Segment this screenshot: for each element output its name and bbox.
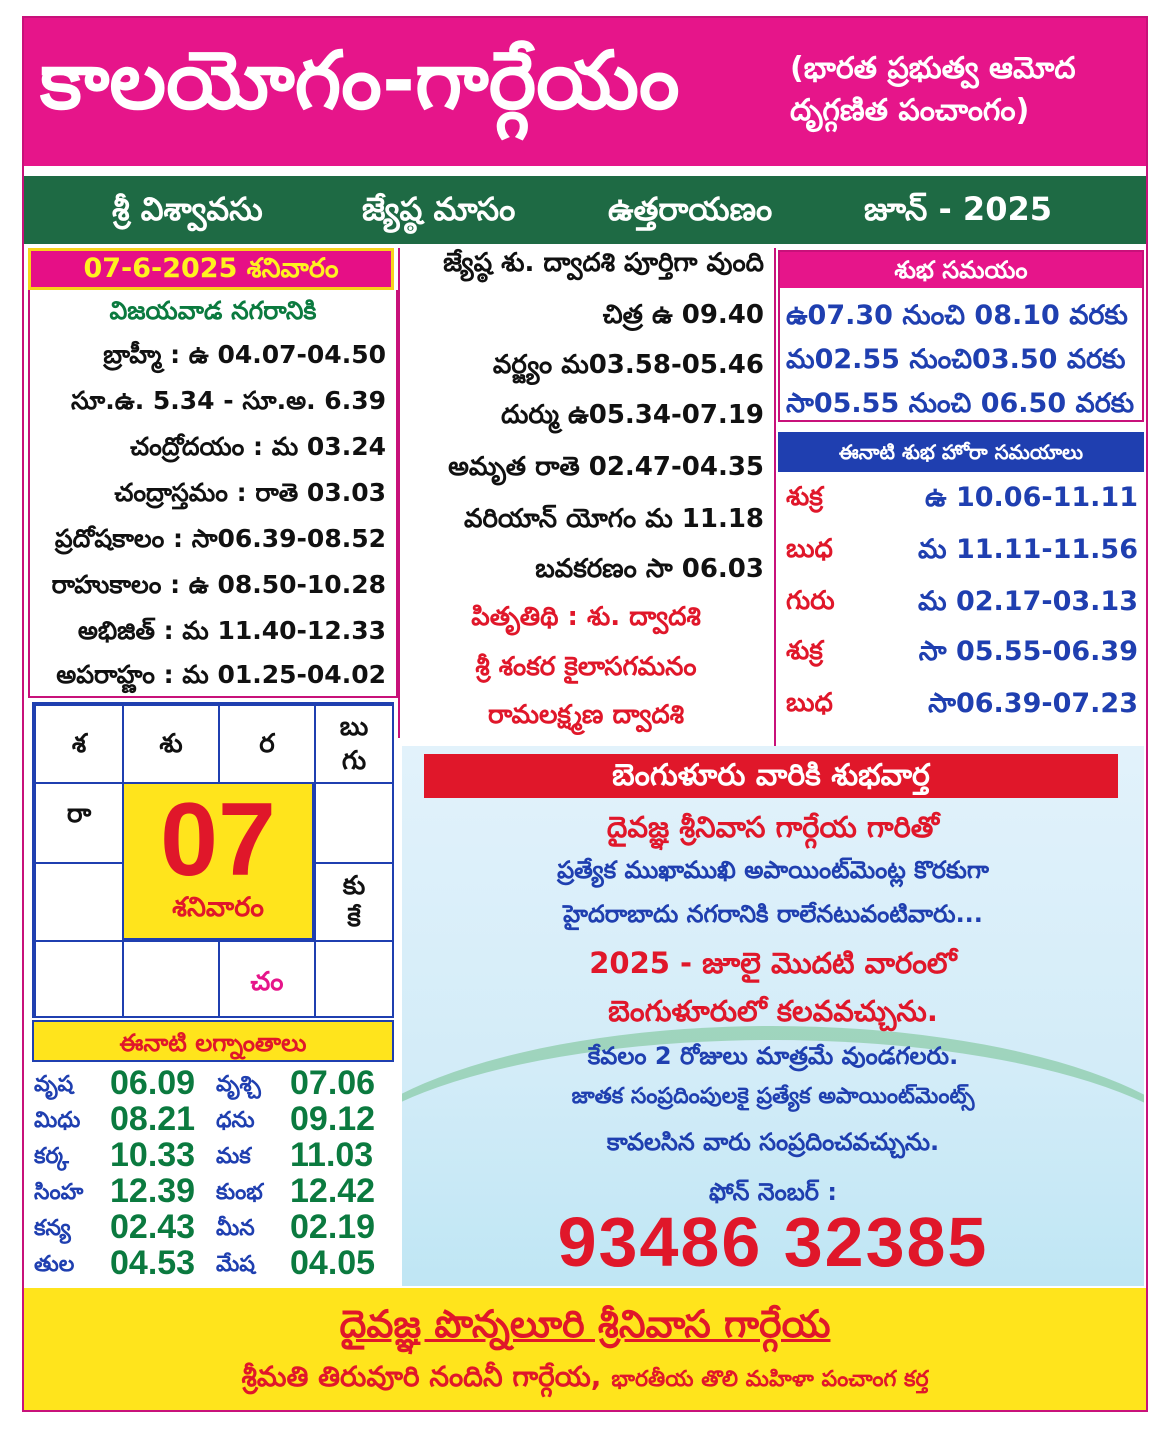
lagna-time: 12.39 [110, 1172, 196, 1210]
month-name: జ్యేష్ఠ మాసం [362, 190, 516, 228]
lagnam-table [32, 1062, 394, 1284]
co-author-name: శ్రీమతి తిరువూరి నందినీ గార్గేయ, [241, 1360, 602, 1393]
ad-line: బెంగుళూరులో కలవవచ్చును. [608, 994, 938, 1028]
rasi-cell [34, 940, 124, 1018]
lagna-name: కుంభ [216, 1180, 263, 1205]
ad-heading: బెంగుళూరు వారికి శుభవార్త [424, 754, 1118, 798]
rasi-cell: శు [122, 704, 220, 784]
lagna-time: 12.42 [290, 1172, 376, 1210]
hora-time: ఉ 10.06-11.11 [925, 482, 1138, 513]
ad-line: కేవలం 2 రోజులు మాత్రమే వుండగలరు. [587, 1042, 959, 1070]
lagna-name: కన్య [34, 1216, 71, 1241]
column-divider [774, 248, 776, 746]
timing-row: బ్రాహ్మీ : ఉ 04.07-04.50 [103, 340, 386, 369]
hora-name: గురు [786, 586, 835, 616]
date-label: 07-6-2025 శనివారం [28, 248, 394, 290]
ad-line: కావలసిన వారు సంప్రదించవచ్చును. [606, 1128, 940, 1156]
hora-time: సా06.39-07.23 [928, 688, 1138, 719]
co-author [24, 1360, 1146, 1400]
hora-name: బుధ [786, 688, 833, 718]
lagna-time: 09.12 [290, 1100, 376, 1138]
hora-name: శుక్ర [786, 636, 823, 666]
lagna-name: వృష [34, 1072, 74, 1097]
month-year: జూన్ - 2025 [864, 190, 1052, 228]
festival-row: పితృతిథి : శు. ద్వాదశి [471, 602, 701, 632]
lagna-name: సింహ [34, 1180, 84, 1205]
hora-heading: ఈనాటి శుభ హోరా సమయాలు [778, 432, 1144, 472]
phone-label: ఫోన్ నెంబర్ : [709, 1178, 837, 1206]
timing-row: అపరాహ్ణం : మ 01.25-04.02 [56, 660, 386, 689]
subtitle-line-1: (భారత ప్రభుత్వ ఆమోద [790, 51, 1076, 86]
rasi-cell [34, 862, 124, 942]
day-number: 07 [160, 782, 276, 898]
lagna-name: ధను [216, 1108, 255, 1133]
lagna-name: తుల [34, 1252, 75, 1277]
lagna-name: వృశ్చి [216, 1072, 261, 1097]
lagna-time: 02.19 [290, 1208, 376, 1246]
lagna-time: 10.33 [110, 1136, 196, 1174]
rasi-cell [314, 940, 394, 1018]
lagna-time: 04.53 [110, 1244, 196, 1282]
ad-line: హైదరాబాదు నగరానికి రాలేనటువంటివారు... [563, 900, 983, 928]
hora-time: మ 02.17-03.13 [918, 586, 1138, 617]
hora-time: మ 11.11-11.56 [918, 534, 1138, 565]
rasi-cell [314, 782, 394, 864]
info-bar [24, 172, 1146, 244]
shubha-row: మ02.55 నుంచి03.50 వరకు [786, 344, 1126, 375]
lagna-name: మీన [216, 1216, 255, 1241]
amrutha-row: అమృత రాతె 02.47-04.35 [448, 452, 764, 482]
festival-row: రామలక్ష్మణ ద్వాదశి [487, 700, 685, 730]
subtitle-line-2: దృగ్గణిత పంచాంగం) [790, 93, 1030, 128]
lagna-name: కర్క [34, 1144, 69, 1169]
city-timings-panel [28, 290, 398, 698]
lagna-time: 02.43 [110, 1208, 196, 1246]
ayanam: ఉత్తరాయణం [608, 190, 773, 228]
author-name: దైవజ్ఞ పొన్నలూరి శ్రీనివాస గార్గేయ [339, 1302, 831, 1346]
lagna-time: 04.05 [290, 1244, 376, 1282]
year-name: శ్రీ విశ్వావసు [112, 190, 263, 228]
shubha-row: ఉ07.30 నుంచి 08.10 వరకు [786, 300, 1128, 331]
co-author-desc: భారతీయ తొలి మహిళా పంచాంగ కర్త [611, 1367, 929, 1392]
timing-row: సూ.ఉ. 5.34 - సూ.అ. 6.39 [71, 386, 386, 415]
timing-row: రాహుకాలం : ఉ 08.50-10.28 [51, 570, 386, 599]
page-title: కాలయోగం-గార్గేయం [40, 34, 680, 127]
tithi-row: జ్యేష్ఠ శు. ద్వాదశి పూర్తిగా వుంది [443, 248, 764, 278]
shubha-row: సా05.55 నుంచి 06.50 వరకు [786, 388, 1135, 419]
karanam-row: బవకరణం సా 06.03 [535, 554, 764, 584]
ad-line: దైవజ్ఞ శ్రీనివాస గార్గేయ గారితో [606, 810, 940, 844]
header-subtitle [790, 48, 1140, 132]
hora-name: బుధ [786, 534, 833, 564]
ad-line: ప్రత్యేక ముఖాముఖి అపాయింట్‌మెంట్ల కొరకుగా [557, 856, 989, 884]
lagnam-heading: ఈనాటి లగ్నాంతాలు [32, 1020, 394, 1062]
footer [24, 1288, 1146, 1410]
lagna-time: 08.21 [110, 1100, 196, 1138]
phone-number[interactable]: 93486 32385 [557, 1203, 989, 1281]
rasi-cell: ర [218, 704, 316, 784]
timing-row: చంద్రాస్తమం : రాతె 03.03 [114, 478, 386, 507]
city-label: విజయవాడ నగరానికి [109, 296, 317, 325]
festival-row: శ్రీ శంకర కైలాసగమనం [475, 652, 697, 682]
rasi-cell [122, 940, 220, 1018]
rasi-chart [32, 702, 394, 1018]
advertisement-panel [402, 746, 1144, 1286]
hora-panel [778, 472, 1144, 744]
lagna-name: మిధు [34, 1108, 81, 1133]
rasi-cell: కు కే [314, 862, 394, 942]
nakshatra-row: చిత్ర ఉ 09.40 [602, 300, 764, 330]
hora-time: సా 05.55-06.39 [918, 636, 1138, 667]
rasi-cell: బు గు [314, 704, 394, 784]
lagna-time: 06.09 [110, 1064, 196, 1102]
ad-line: జాతక సంప్రదింపులకై ప్రత్యేక అపాయింట్‌మెంట్స్ [571, 1084, 975, 1109]
panchangam-details [400, 248, 772, 738]
lagna-time: 11.03 [290, 1136, 374, 1174]
durmuhurtam-row: దుర్ము ఉ05.34-07.19 [501, 400, 764, 430]
hora-name: శుక్ర [786, 482, 823, 512]
shubha-samayam-panel [778, 250, 1144, 422]
rasi-cell: చం [218, 940, 316, 1018]
timing-row: అభిజిత్ : మ 11.40-12.33 [77, 616, 386, 645]
lagna-time: 07.06 [290, 1064, 376, 1102]
timing-row: ప్రదోషకాలం : సా06.39-08.52 [54, 524, 386, 553]
lagna-name: మేష [216, 1252, 255, 1277]
lagna-name: మక [216, 1144, 251, 1169]
weekday: శనివారం [172, 892, 264, 923]
shubha-samayam-heading: శుభ సమయం [780, 252, 1142, 288]
rasi-cell: రా [34, 782, 124, 864]
timing-row: చంద్రోదయం : మ 03.24 [130, 432, 386, 461]
varjyam-row: వర్జ్యం మ03.58-05.46 [492, 350, 764, 380]
rasi-cell: శ [34, 704, 124, 784]
ad-line: 2025 - జూలై మొదటి వారంలో [589, 946, 957, 980]
date-center-box [122, 782, 314, 940]
yogam-row: వరియాన్ యోగం మ 11.18 [463, 504, 764, 534]
